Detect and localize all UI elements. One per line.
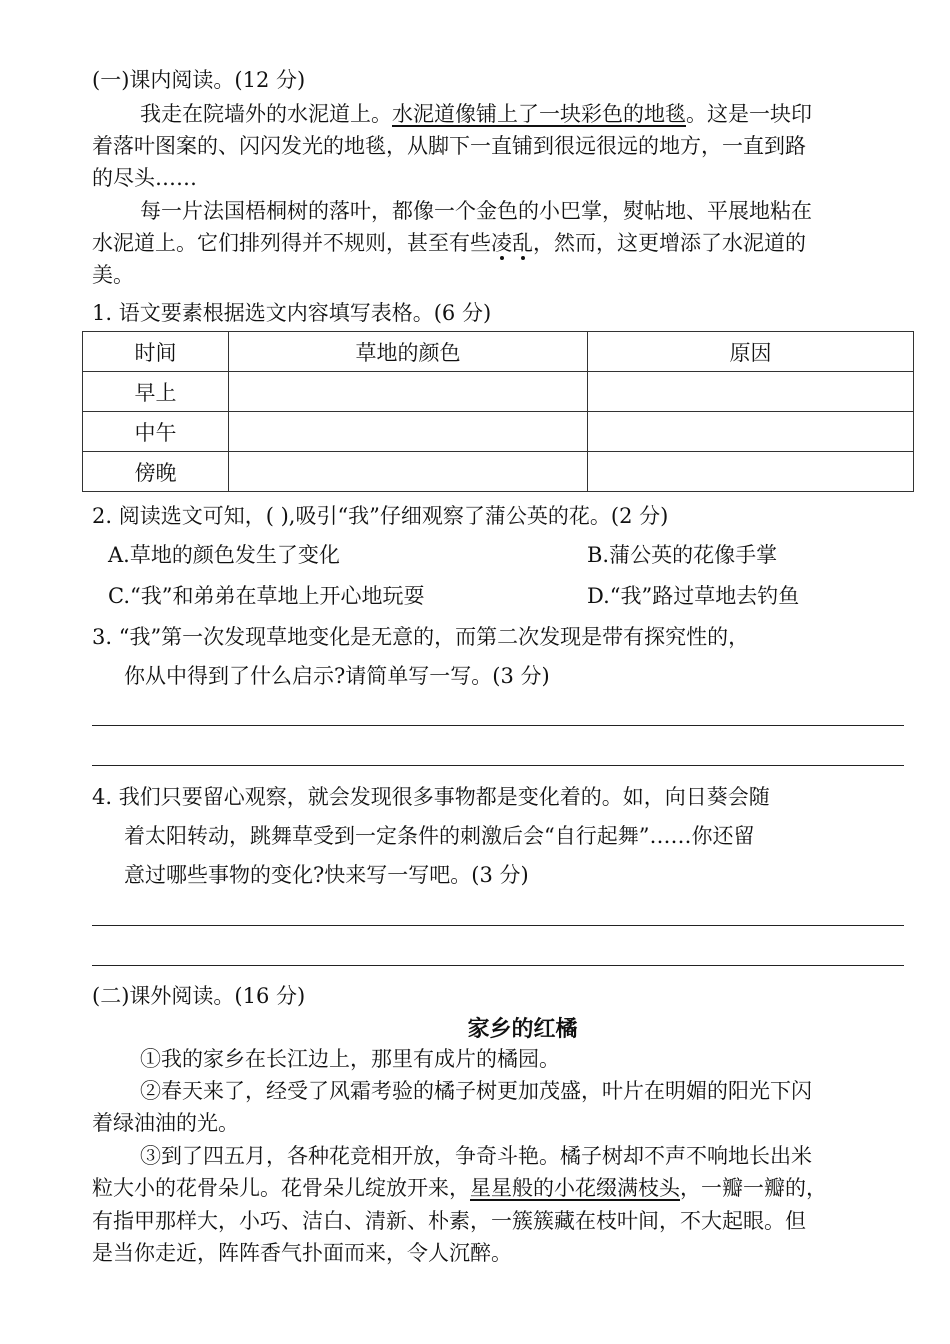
passage2-s2-line1: ②春天来了，经受了风霜考验的橘子树更加茂盛，叶片在明媚的阳光下闪 xyxy=(140,1079,812,1103)
header-reason: 原因 xyxy=(588,332,914,372)
passage-text: 粒大小的花骨朵儿。花骨朵儿绽放开来， xyxy=(92,1176,470,1200)
q2-text: 2. 阅读选文可知，( ),吸引“我”仔细观察了蒲公英的花。(2 分) xyxy=(92,504,669,528)
q1-text: 1. 语文要素根据选文内容填写表格。(6 分) xyxy=(92,301,492,325)
q2-option-b[interactable]: B.蒲公英的花像手掌 xyxy=(587,543,778,567)
passage2-s1: ①我的家乡在长江边上，那里有成片的橘园。 xyxy=(140,1047,560,1071)
passage2-title: 家乡的红橘 xyxy=(467,1017,578,1042)
answer-cell[interactable] xyxy=(588,372,914,412)
underlined-sentence: 水泥道像铺上了一块彩色的地毯 xyxy=(392,102,686,126)
row-label: 傍晚 xyxy=(83,452,229,492)
dotted-char: 凌 xyxy=(491,231,512,255)
passage2-s2-line2: 着绿油油的光。 xyxy=(92,1111,239,1135)
answer-line[interactable] xyxy=(92,765,904,766)
q3-line1: 3. “我”第一次发现草地变化是无意的，而第二次发现是带有探究性的， xyxy=(92,625,750,649)
answer-table xyxy=(82,331,914,492)
table-header-row xyxy=(83,332,914,372)
passage-text: 我走在院墙外的水泥道上。 xyxy=(140,102,392,126)
row-label: 早上 xyxy=(83,372,229,412)
q3-line2: 你从中得到了什么启示?请简单写一写。(3 分) xyxy=(124,664,550,688)
passage-text: 水泥道上。它们排列得并不规则，甚至有些 xyxy=(92,231,491,255)
table-row xyxy=(83,412,914,452)
row-label: 中午 xyxy=(83,412,229,452)
q2-option-d[interactable]: D.“我”路过草地去钓鱼 xyxy=(587,584,800,608)
q2-option-c[interactable]: C.“我”和弟弟在草地上开心地玩耍 xyxy=(108,584,425,608)
answer-line[interactable] xyxy=(92,725,904,726)
answer-line[interactable] xyxy=(92,965,904,966)
answer-cell[interactable] xyxy=(229,372,588,412)
answer-cell[interactable] xyxy=(588,452,914,492)
passage-text: 。这是一块印 xyxy=(686,102,812,126)
passage1-p2-line2 xyxy=(92,227,806,259)
table-row xyxy=(83,372,914,412)
q4-line3: 意过哪些事物的变化?快来写一写吧。(3 分) xyxy=(124,863,529,887)
header-grass-color: 草地的颜色 xyxy=(229,332,588,372)
passage1-p1-line3: 的尽头…… xyxy=(92,166,197,190)
q2-option-a[interactable]: A.草地的颜色发生了变化 xyxy=(108,543,340,567)
passage1-p1-line2: 着落叶图案的、闪闪发光的地毯，从脚下一直铺到很远很远的地方，一直到路 xyxy=(92,134,806,158)
answer-cell[interactable] xyxy=(588,412,914,452)
q4-line1: 4. 我们只要留心观察，就会发现很多事物都是变化着的。如，向日葵会随 xyxy=(92,785,770,809)
passage-text: ，一瓣一瓣的， xyxy=(680,1176,827,1200)
part1-heading: (一)课内阅读。(12 分) xyxy=(92,68,306,92)
table-row xyxy=(83,452,914,492)
answer-cell[interactable] xyxy=(229,412,588,452)
passage1-p2-line3: 美。 xyxy=(92,263,134,287)
dotted-char: 乱 xyxy=(512,231,533,255)
q4-line2: 着太阳转动，跳舞草受到一定条件的刺激后会“自行起舞”……你还留 xyxy=(124,824,755,848)
answer-line[interactable] xyxy=(92,925,904,926)
passage1-p2-line1: 每一片法国梧桐树的落叶，都像一个金色的小巴掌，熨帖地、平展地粘在 xyxy=(140,199,812,223)
passage2-s3-line3: 有指甲那样大，小巧、洁白、清新、朴素，一簇簇藏在枝叶间，不大起眼。但 xyxy=(92,1209,806,1233)
passage1-p1-line1 xyxy=(140,98,812,130)
passage2-s3-line4: 是当你走近，阵阵香气扑面而来，令人沉醉。 xyxy=(92,1241,512,1265)
passage-text: ，然而，这更增添了水泥道的 xyxy=(533,231,806,255)
header-time: 时间 xyxy=(83,332,229,372)
passage2-s3-line2 xyxy=(92,1172,827,1204)
answer-cell[interactable] xyxy=(229,452,588,492)
passage2-s3-line1: ③到了四五月，各种花竞相开放，争奇斗艳。橘子树却不声不响地长出米 xyxy=(140,1144,812,1168)
part2-heading: (二)课外阅读。(16 分) xyxy=(92,984,306,1008)
underlined-sentence: 星星般的小花缀满枝头 xyxy=(470,1176,680,1200)
